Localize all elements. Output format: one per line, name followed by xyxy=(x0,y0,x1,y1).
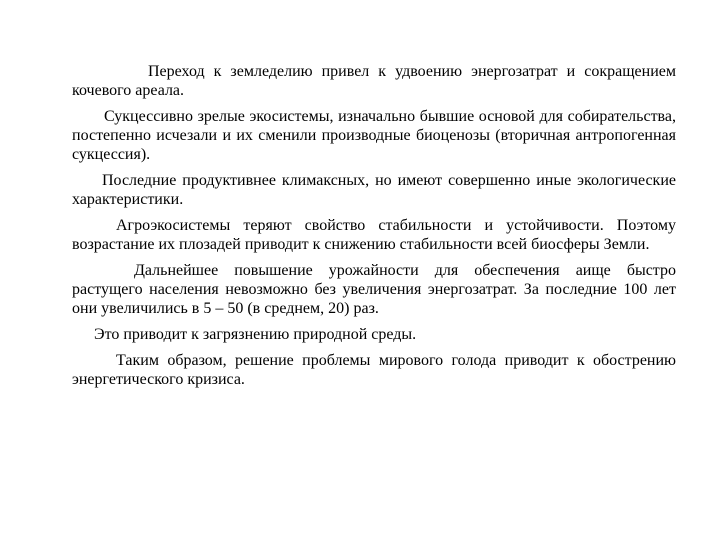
paragraph-yield-increase: Дальнейшее повышение урожайности для обеспечения аище быстро растущего населения невозможно без увеличения энергозатрат. За последние 100 лет они увеличились в 5 – 50 (в среднем, 20) раз. xyxy=(72,262,676,317)
text-block xyxy=(72,62,676,389)
paragraph-agroecosystems: Агроэкосистемы теряют свойство стабильности и устойчивости. Поэтому возрастание их плозадей приводит к снижению стабильности всей биосферы Земли. xyxy=(72,217,676,253)
paragraph-pollution: Это приводит к загрязнению природной среды. xyxy=(94,326,417,343)
paragraph-conclusion: Таким образом, решение проблемы мирового голода приводит к обострению энергетического кризиса. xyxy=(72,352,676,388)
paragraph-mature-ecosystems: Сукцессивно зрелые экосистемы, изначально бывшие основой для собирательства, постепенно исчезали и их сменили производные биоценозы (вторичная антропогенная сукцессия). xyxy=(72,108,676,163)
paragraph-agriculture-transition: Переход к земледелию привел к удвоению энергозатрат и сокращением кочевого ареала. xyxy=(72,63,676,99)
paragraph-productivity: Последние продуктивнее климаксных, но имеют совершенно иные экологические характеристики. xyxy=(72,172,676,208)
